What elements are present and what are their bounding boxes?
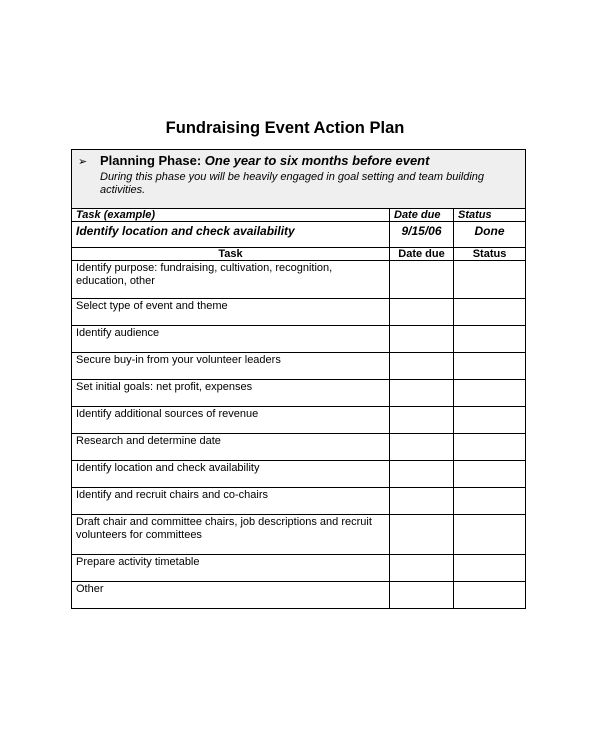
- column-header-row: [72, 248, 526, 261]
- status-cell: [454, 461, 526, 488]
- task-cell: Other: [72, 582, 390, 609]
- phase-separator: :: [196, 153, 205, 168]
- task-cell: Identify and recruit chairs and co-chairs: [72, 488, 390, 515]
- table-row: [72, 434, 526, 461]
- date-due-cell: [390, 353, 454, 380]
- table-row: [72, 353, 526, 380]
- date-column-header: Date due: [390, 248, 454, 261]
- example-date: 9/15/06: [390, 222, 454, 248]
- example-header-row: [72, 209, 526, 222]
- date-due-cell: [390, 582, 454, 609]
- task-cell: Select type of event and theme: [72, 299, 390, 326]
- table-row: [72, 582, 526, 609]
- table-row: [72, 461, 526, 488]
- example-status: Done: [454, 222, 526, 248]
- task-cell: Identify audience: [72, 326, 390, 353]
- example-status-header: Status: [454, 209, 526, 222]
- status-cell: [454, 380, 526, 407]
- table-row: [72, 299, 526, 326]
- action-plan-table: [71, 149, 526, 609]
- date-due-cell: [390, 299, 454, 326]
- status-cell: [454, 407, 526, 434]
- status-cell: [454, 515, 526, 555]
- status-cell: [454, 434, 526, 461]
- phase-row: [72, 150, 526, 209]
- status-cell: [454, 488, 526, 515]
- phase-heading: [78, 152, 519, 171]
- status-cell: [454, 326, 526, 353]
- date-due-cell: [390, 488, 454, 515]
- phase-label: Planning Phase: [100, 153, 197, 168]
- example-date-header: Date due: [390, 209, 454, 222]
- date-due-cell: [390, 555, 454, 582]
- table-row: [72, 407, 526, 434]
- status-cell: [454, 582, 526, 609]
- date-due-cell: [390, 261, 454, 299]
- task-cell: Set initial goals: net profit, expenses: [72, 380, 390, 407]
- example-row: [72, 222, 526, 248]
- phase-cell: [72, 150, 526, 209]
- phase-timeframe: One year to six months before event: [204, 153, 430, 168]
- table-row: [72, 515, 526, 555]
- example-task: Identify location and check availability: [72, 222, 390, 248]
- arrow-bullet-icon: ➢: [78, 156, 88, 168]
- task-cell: Prepare activity timetable: [72, 555, 390, 582]
- status-column-header: Status: [454, 248, 526, 261]
- date-due-cell: [390, 380, 454, 407]
- status-cell: [454, 261, 526, 299]
- page-title: Fundraising Event Action Plan: [165, 119, 405, 137]
- task-column-header: Task: [72, 248, 390, 261]
- table-row: [72, 555, 526, 582]
- status-cell: [454, 353, 526, 380]
- table-row: [72, 326, 526, 353]
- date-due-cell: [390, 461, 454, 488]
- date-due-cell: [390, 407, 454, 434]
- task-cell: Secure buy-in from your volunteer leaders: [72, 353, 390, 380]
- date-due-cell: [390, 326, 454, 353]
- table-row: [72, 261, 526, 299]
- status-cell: [454, 299, 526, 326]
- table-row: [72, 380, 526, 407]
- task-cell: Draft chair and committee chairs, job descriptions and recruit volunteers for committees: [72, 515, 390, 555]
- task-cell: Identify additional sources of revenue: [72, 407, 390, 434]
- task-cell: Identify location and check availability: [72, 461, 390, 488]
- table-row: [72, 488, 526, 515]
- date-due-cell: [390, 515, 454, 555]
- example-task-header: Task (example): [72, 209, 390, 222]
- phase-description: During this phase you will be heavily engaged in goal setting and team building activities.: [100, 171, 485, 196]
- task-cell: Research and determine date: [72, 434, 390, 461]
- status-cell: [454, 555, 526, 582]
- task-cell: Identify purpose: fundraising, cultivation, recognition, education, other: [72, 261, 390, 299]
- date-due-cell: [390, 434, 454, 461]
